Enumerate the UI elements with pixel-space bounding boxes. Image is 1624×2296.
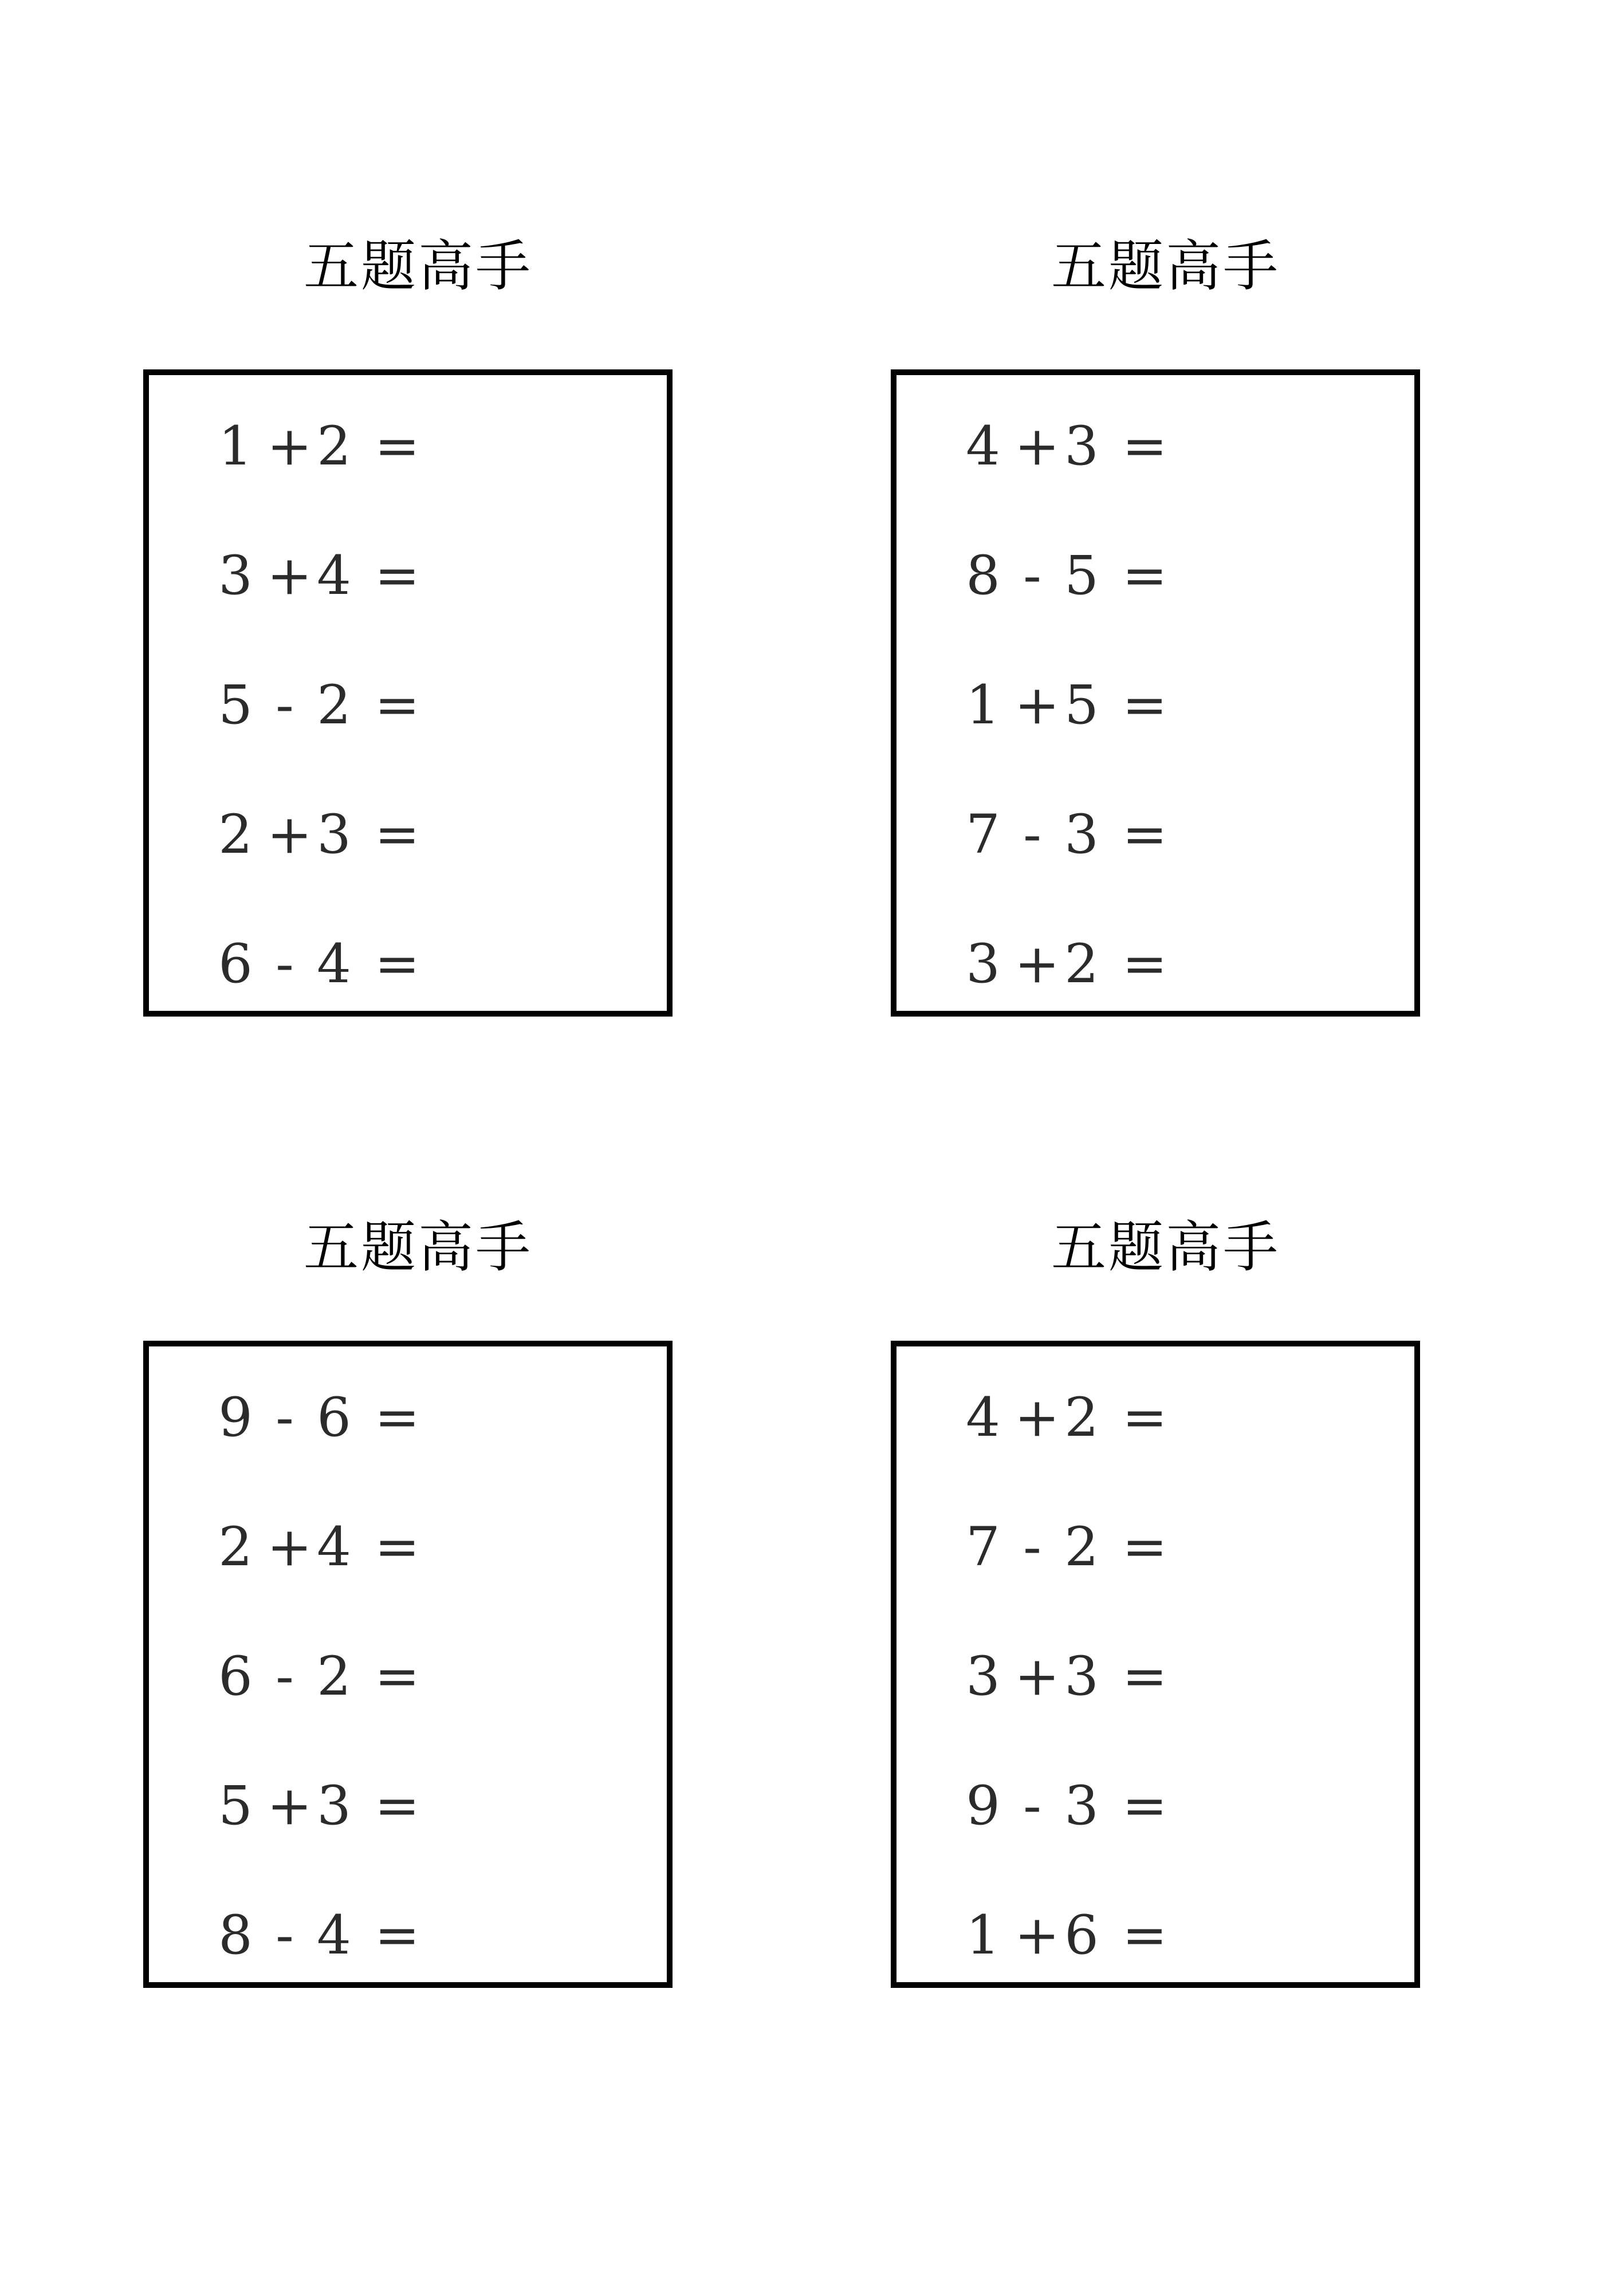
- equals-sign: =: [1122, 415, 1167, 478]
- operator: +: [267, 415, 312, 478]
- equals-sign: =: [375, 932, 420, 995]
- operand-a: 1: [218, 415, 253, 478]
- operand-a: 8: [966, 544, 1000, 607]
- operand-b: 4: [317, 1904, 351, 1967]
- operand-b: 3: [1064, 803, 1099, 866]
- operand-b: 2: [1064, 1386, 1099, 1449]
- operand-b: 2: [1064, 1515, 1099, 1578]
- operand-a: 7: [966, 1515, 1000, 1578]
- operand-a: 8: [218, 1904, 253, 1967]
- operand-b: 3: [317, 803, 351, 866]
- operand-b: 4: [317, 932, 351, 995]
- operand-a: 1: [966, 674, 1000, 737]
- operator: -: [1023, 1774, 1041, 1837]
- problem-row: [218, 1642, 420, 1711]
- equals-sign: =: [1122, 674, 1167, 737]
- equals-sign: =: [1122, 1386, 1167, 1449]
- operand-a: 1: [966, 1904, 1000, 1967]
- operand-b: 2: [317, 674, 351, 737]
- problem-row: [218, 1513, 420, 1581]
- problem-row: [965, 412, 1167, 481]
- operand-b: 5: [1064, 674, 1099, 737]
- operand-a: 4: [966, 1386, 1000, 1449]
- operator: -: [276, 1904, 294, 1967]
- operand-b: 6: [1064, 1904, 1099, 1967]
- operator: -: [1023, 803, 1041, 866]
- operator: -: [276, 674, 294, 737]
- equals-sign: =: [1122, 1904, 1167, 1967]
- operator: +: [1014, 1904, 1060, 1967]
- operand-a: 3: [218, 544, 253, 607]
- operator: +: [267, 544, 312, 607]
- card-title: 五题高手: [1051, 234, 1280, 298]
- operand-b: 3: [317, 1774, 351, 1837]
- operand-a: 6: [218, 1645, 253, 1708]
- equals-sign: =: [375, 1386, 420, 1449]
- problem-row: [965, 1901, 1167, 1970]
- operator: +: [267, 1774, 312, 1837]
- problem-row: [965, 1513, 1167, 1581]
- operand-b: 3: [1064, 1645, 1099, 1708]
- card-title: 五题高手: [304, 1215, 533, 1279]
- operator: -: [1023, 1515, 1041, 1578]
- problem-row: [965, 1642, 1167, 1711]
- equals-sign: =: [1122, 544, 1167, 607]
- operand-b: 3: [1064, 1774, 1099, 1837]
- problem-row: [965, 800, 1167, 869]
- problem-box: [891, 1341, 1420, 1988]
- problem-box: [143, 369, 673, 1017]
- equals-sign: =: [375, 1774, 420, 1837]
- operand-b: 3: [1064, 415, 1099, 478]
- operator: -: [276, 1386, 294, 1449]
- operand-a: 3: [966, 932, 1000, 995]
- problem-row: [218, 1383, 420, 1452]
- problem-row: [218, 412, 420, 481]
- operand-a: 7: [966, 803, 1000, 866]
- operand-b: 2: [317, 1645, 351, 1708]
- operand-a: 3: [966, 1645, 1000, 1708]
- operand-b: 4: [317, 544, 351, 607]
- equals-sign: =: [1122, 1645, 1167, 1708]
- card-title: 五题高手: [304, 234, 533, 298]
- operator: -: [1023, 544, 1041, 607]
- equals-sign: =: [1122, 932, 1167, 995]
- problem-box: [891, 369, 1420, 1017]
- problem-box: [143, 1341, 673, 1988]
- operand-b: 6: [317, 1386, 351, 1449]
- operator: +: [1014, 932, 1060, 995]
- equals-sign: =: [375, 415, 420, 478]
- equals-sign: =: [375, 674, 420, 737]
- problem-row: [965, 541, 1167, 610]
- operand-a: 5: [218, 1774, 253, 1837]
- problem-row: [218, 1901, 420, 1970]
- problem-row: [218, 671, 420, 739]
- problem-row: [218, 930, 420, 998]
- operand-a: 2: [218, 803, 253, 866]
- operand-a: 6: [218, 932, 253, 995]
- operand-a: 9: [966, 1774, 1000, 1837]
- operand-a: 9: [218, 1386, 253, 1449]
- card-title: 五题高手: [1051, 1215, 1280, 1279]
- problem-row: [965, 671, 1167, 739]
- problem-row: [218, 1771, 420, 1840]
- problem-row: [218, 800, 420, 869]
- operator: +: [1014, 1645, 1060, 1708]
- equals-sign: =: [375, 544, 420, 607]
- operand-b: 2: [317, 415, 351, 478]
- equals-sign: =: [1122, 1774, 1167, 1837]
- equals-sign: =: [375, 1904, 420, 1967]
- problem-row: [965, 1771, 1167, 1840]
- operand-b: 2: [1064, 932, 1099, 995]
- equals-sign: =: [375, 1645, 420, 1708]
- operand-a: 2: [218, 1515, 253, 1578]
- problem-row: [218, 541, 420, 610]
- equals-sign: =: [1122, 803, 1167, 866]
- problem-row: [965, 930, 1167, 998]
- operator: +: [267, 1515, 312, 1578]
- operand-a: 4: [966, 415, 1000, 478]
- operand-a: 5: [218, 674, 253, 737]
- operator: +: [1014, 674, 1060, 737]
- equals-sign: =: [375, 1515, 420, 1578]
- operator: +: [1014, 415, 1060, 478]
- equals-sign: =: [1122, 1515, 1167, 1578]
- operator: +: [1014, 1386, 1060, 1449]
- operand-b: 5: [1064, 544, 1099, 607]
- operator: +: [267, 803, 312, 866]
- operator: -: [276, 932, 294, 995]
- operand-b: 4: [317, 1515, 351, 1578]
- operator: -: [276, 1645, 294, 1708]
- equals-sign: =: [375, 803, 420, 866]
- problem-row: [965, 1383, 1167, 1452]
